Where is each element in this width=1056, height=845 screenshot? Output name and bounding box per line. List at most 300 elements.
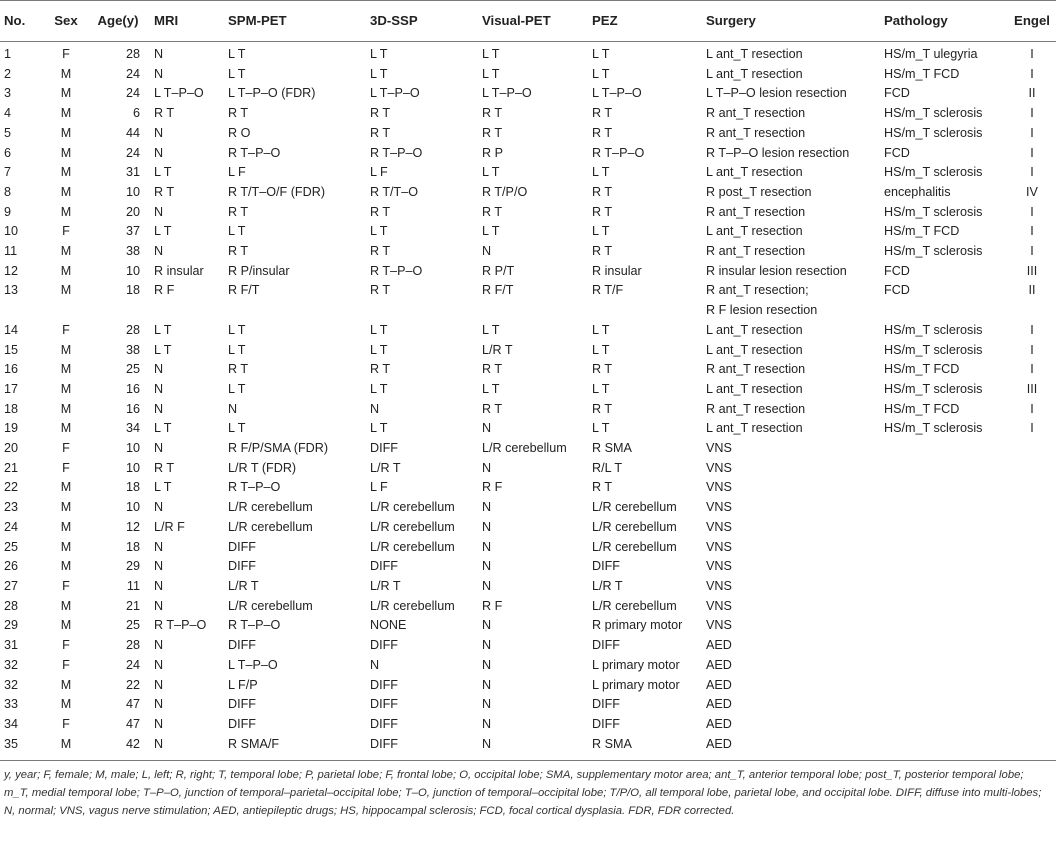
cell-sex: M: [60, 263, 72, 278]
cell-spm-pet: L/R cerebellum: [228, 598, 313, 613]
header-row: [0, 1, 1056, 42]
cell-mri: N: [154, 204, 164, 219]
cell-mri: L T: [154, 322, 172, 337]
cell-sex: M: [60, 362, 72, 377]
cell-no: 17: [4, 381, 19, 396]
cell-pez: R T: [592, 362, 613, 377]
cell-spm-pet: N: [228, 401, 238, 416]
cell-pathology: encephalitis: [884, 184, 951, 199]
cell-engel: II: [1028, 283, 1036, 298]
cell-pez: L T: [592, 224, 610, 239]
cell-pez: L T–P–O: [592, 86, 642, 101]
cell-sex: M: [60, 480, 72, 495]
cell-visual-pet: N: [482, 697, 492, 712]
cell-no: 9: [4, 204, 12, 219]
cell-sex: M: [60, 677, 72, 692]
cell-mri: N: [154, 125, 164, 140]
cell-no: 18: [4, 401, 19, 416]
cell-pez: L T: [592, 342, 610, 357]
col-header-age: Age(y): [97, 13, 139, 29]
cell-sex: F: [62, 47, 70, 61]
cell-spm-pet: L T: [228, 421, 246, 436]
cell-age: [88, 301, 154, 321]
cell-3d-ssp: L/R T: [370, 578, 401, 593]
cell-mri: L T: [154, 421, 172, 436]
cell-3d-ssp: L F: [370, 165, 388, 180]
table-row: [0, 163, 1056, 183]
cell-pathology: [884, 439, 1008, 459]
cell-engel: [1008, 557, 1056, 577]
cell-age: 21: [125, 598, 140, 613]
cell-surgery: R insular lesion resection: [706, 263, 847, 278]
cell-visual-pet: [482, 301, 592, 321]
cell-pez: L/R cerebellum: [592, 598, 677, 613]
cell-spm-pet: L T: [228, 47, 246, 61]
cell-surgery: L ant_T resection: [706, 421, 803, 436]
cell-mri: N: [154, 381, 164, 396]
cell-3d-ssp: R T: [370, 283, 391, 298]
cell-3d-ssp: N: [370, 401, 380, 416]
cell-sex: M: [60, 598, 72, 613]
cell-surgery: L ant_T resection: [706, 342, 803, 357]
cell-surgery: R ant_T resection: [706, 362, 806, 377]
col-header-surgery: Surgery: [706, 13, 756, 29]
cell-visual-pet: R F/T: [482, 283, 514, 298]
table-row: [0, 538, 1056, 558]
cell-sex: M: [60, 539, 72, 554]
cell-3d-ssp: L T: [370, 224, 388, 239]
cell-pez: R SMA: [592, 736, 632, 751]
cell-surgery: VNS: [706, 500, 732, 515]
cell-3d-ssp: L T: [370, 47, 388, 61]
cell-surgery: R ant_T resection: [706, 244, 806, 259]
cell-mri: N: [154, 441, 164, 456]
cell-3d-ssp: R T: [370, 106, 391, 121]
cell-age: 24: [125, 145, 140, 160]
cell-surgery: R T–P–O lesion resection: [706, 145, 850, 160]
cell-sex: M: [60, 66, 72, 81]
cell-mri: N: [154, 559, 164, 574]
cell-sex: M: [60, 145, 72, 160]
cell-no: 32: [4, 677, 19, 692]
cell-pez: L/R cerebellum: [592, 500, 677, 515]
cell-sex: F: [62, 716, 70, 731]
cell-sex: M: [60, 381, 72, 396]
cell-age: 24: [125, 657, 140, 672]
cell-3d-ssp: DIFF: [370, 677, 398, 692]
cell-mri: N: [154, 145, 164, 160]
cell-visual-pet: L T: [482, 47, 500, 61]
cell-mri: N: [154, 677, 164, 692]
cell-surgery: AED: [706, 697, 732, 712]
cell-age: 18: [125, 539, 140, 554]
cell-age: 37: [125, 224, 140, 239]
cell-visual-pet: R T: [482, 204, 503, 219]
table-row: [0, 222, 1056, 242]
cell-age: 22: [125, 677, 140, 692]
cell-no: 10: [4, 224, 19, 239]
cell-mri: N: [154, 500, 164, 515]
cell-sex: M: [60, 244, 72, 259]
cell-pathology: [884, 695, 1008, 715]
cell-mri: R T: [154, 106, 175, 121]
cell-surgery: VNS: [706, 578, 732, 593]
cell-pathology: [884, 498, 1008, 518]
cell-pez: R T: [592, 401, 613, 416]
table-body: [0, 42, 1056, 755]
cell-pathology: [884, 616, 1008, 636]
cell-spm-pet: R T: [228, 106, 249, 121]
table-row: [0, 498, 1056, 518]
cell-sex: M: [60, 283, 72, 298]
cell-no: 12: [4, 263, 19, 278]
cell-age: 28: [125, 47, 140, 61]
cell-engel: I: [1030, 47, 1034, 61]
cell-pez: DIFF: [592, 697, 620, 712]
cell-pathology: [884, 577, 1008, 597]
table-row: [0, 557, 1056, 577]
cell-surgery: VNS: [706, 519, 732, 534]
cell-mri: R T–P–O: [154, 618, 207, 633]
col-header-no: No.: [4, 13, 26, 29]
cell-mri: N: [154, 736, 164, 751]
cell-age: 16: [125, 381, 140, 396]
cell-age: 29: [125, 559, 140, 574]
cell-mri: R insular: [154, 263, 204, 278]
cell-3d-ssp: L T: [370, 381, 388, 396]
cell-engel: [1008, 676, 1056, 696]
cell-surgery: VNS: [706, 539, 732, 554]
cell-age: 18: [125, 480, 140, 495]
cell-no: 29: [4, 618, 19, 633]
cell-pathology: HS/m_T sclerosis: [884, 125, 983, 140]
cell-pez: R/L T: [592, 460, 623, 475]
cell-sex: [44, 301, 88, 321]
cell-spm-pet: L F: [228, 165, 246, 180]
cell-no: 24: [4, 519, 19, 534]
cell-pez: L primary motor: [592, 657, 680, 672]
cell-pathology: FCD: [884, 283, 910, 298]
cell-sex: M: [60, 697, 72, 712]
cell-pez: L T: [592, 421, 610, 436]
cell-pathology: [884, 735, 1008, 755]
cell-pez: R T: [592, 204, 613, 219]
cell-no: 1: [4, 47, 12, 61]
cell-mri: R F: [154, 283, 175, 298]
cell-visual-pet: L/R cerebellum: [482, 441, 567, 456]
cell-visual-pet: N: [482, 736, 492, 751]
cell-3d-ssp: [370, 301, 482, 321]
cell-spm-pet: R F/P/SMA (FDR): [228, 441, 329, 456]
cell-engel: [1008, 498, 1056, 518]
cell-pathology: [884, 538, 1008, 558]
table-row: [0, 42, 1056, 65]
cell-3d-ssp: DIFF: [370, 716, 398, 731]
cell-3d-ssp: R T: [370, 244, 391, 259]
cell-surgery: R ant_T resection: [706, 401, 806, 416]
cell-sex: M: [60, 184, 72, 199]
table-row: [0, 439, 1056, 459]
cell-no: 23: [4, 500, 19, 515]
cell-surgery: R post_T resection: [706, 184, 812, 199]
cell-mri: N: [154, 401, 164, 416]
cell-pez: R T: [592, 184, 613, 199]
cell-spm-pet: L T–P–O (FDR): [228, 86, 316, 101]
cell-visual-pet: N: [482, 618, 492, 633]
cell-sex: M: [60, 204, 72, 219]
cell-engel: [1008, 459, 1056, 479]
col-header-pez: PEZ: [592, 13, 618, 29]
cell-3d-ssp: L/R cerebellum: [370, 500, 455, 515]
cell-visual-pet: N: [482, 578, 492, 593]
cell-no: 6: [4, 145, 12, 160]
table-row: [0, 104, 1056, 124]
col-header-visual-pet: Visual-PET: [482, 13, 551, 29]
cell-3d-ssp: L/R cerebellum: [370, 598, 455, 613]
cell-spm-pet: DIFF: [228, 559, 256, 574]
cell-spm-pet: L T: [228, 342, 246, 357]
cell-visual-pet: R P: [482, 145, 503, 160]
table-row: [0, 301, 1056, 321]
cell-visual-pet: L/R T: [482, 342, 513, 357]
cell-engel: I: [1030, 362, 1034, 377]
cell-visual-pet: N: [482, 421, 492, 436]
table-row: [0, 478, 1056, 498]
col-header-3d-ssp: 3D-SSP: [370, 13, 418, 29]
cell-3d-ssp: NONE: [370, 618, 407, 633]
cell-sex: M: [60, 736, 72, 751]
cell-visual-pet: L T–P–O: [482, 86, 532, 101]
cell-visual-pet: R F: [482, 480, 503, 495]
cell-age: 44: [125, 125, 140, 140]
table-row: [0, 360, 1056, 380]
cell-no: 15: [4, 342, 19, 357]
cell-3d-ssp: R T/T–O: [370, 184, 419, 199]
cell-sex: M: [60, 401, 72, 416]
cell-3d-ssp: L/R cerebellum: [370, 519, 455, 534]
cell-visual-pet: L T: [482, 322, 500, 337]
table-row: [0, 419, 1056, 439]
cell-spm-pet: R SMA/F: [228, 736, 280, 751]
cell-mri: N: [154, 716, 164, 731]
cell-age: 20: [125, 204, 140, 219]
cell-mri: N: [154, 539, 164, 554]
table-row: [0, 616, 1056, 636]
cell-surgery: L ant_T resection: [706, 224, 803, 239]
cell-age: 28: [125, 638, 140, 653]
cell-pathology: HS/m_T sclerosis: [884, 106, 983, 121]
cell-pathology: [884, 478, 1008, 498]
cell-engel: [1008, 439, 1056, 459]
cell-no: 26: [4, 559, 19, 574]
col-header-engel: Engel: [1014, 13, 1050, 29]
col-header-spm-pet: SPM-PET: [228, 13, 287, 29]
table-row: [0, 341, 1056, 361]
cell-3d-ssp: R T: [370, 362, 391, 377]
cell-spm-pet: L/R T: [228, 578, 259, 593]
cell-sex: M: [60, 125, 72, 140]
cell-engel: I: [1030, 165, 1034, 180]
cell-visual-pet: R T: [482, 401, 503, 416]
cell-spm-pet: R F/T: [228, 283, 260, 298]
table-row: [0, 242, 1056, 262]
table-row: [0, 124, 1056, 144]
cell-engel: [1008, 616, 1056, 636]
cell-no: 21: [4, 460, 19, 475]
cell-mri: L T: [154, 342, 172, 357]
cell-engel: [1008, 478, 1056, 498]
cell-pathology: FCD: [884, 145, 910, 160]
cell-spm-pet: L/R cerebellum: [228, 519, 313, 534]
cell-pathology: FCD: [884, 263, 910, 278]
cell-mri: L T: [154, 165, 172, 180]
cell-mri: N: [154, 657, 164, 672]
cell-pez: L T: [592, 66, 610, 81]
cell-pez: L/R T: [592, 578, 623, 593]
cell-no: 28: [4, 598, 19, 613]
cell-surgery: AED: [706, 638, 732, 653]
col-header-sex: Sex: [54, 13, 78, 29]
table-row: [0, 636, 1056, 656]
cell-spm-pet: R T–P–O: [228, 618, 281, 633]
cell-surgery: VNS: [706, 618, 732, 633]
cell-engel: I: [1030, 342, 1034, 357]
cell-pez: L/R cerebellum: [592, 519, 677, 534]
cell-pathology: [884, 715, 1008, 735]
cell-sex: M: [60, 559, 72, 574]
cell-engel: [1008, 597, 1056, 617]
cell-surgery: VNS: [706, 559, 732, 574]
table-row: [0, 84, 1056, 104]
cell-age: 47: [125, 716, 140, 731]
cell-visual-pet: N: [482, 677, 492, 692]
cell-age: 42: [125, 736, 140, 751]
cell-spm-pet: L T: [228, 224, 246, 239]
cell-visual-pet: N: [482, 559, 492, 574]
cell-pez: L T: [592, 322, 610, 337]
cell-spm-pet: R T: [228, 204, 249, 219]
cell-spm-pet: L F/P: [228, 677, 258, 692]
cell-spm-pet: R T–P–O: [228, 145, 281, 160]
cell-no: 5: [4, 125, 12, 140]
cell-mri: N: [154, 244, 164, 259]
table-row: [0, 459, 1056, 479]
cell-visual-pet: R P/T: [482, 263, 515, 278]
cell-sex: F: [62, 638, 70, 653]
cell-pathology: [884, 656, 1008, 676]
cell-3d-ssp: DIFF: [370, 736, 398, 751]
cell-age: 25: [125, 618, 140, 633]
cell-no: 8: [4, 184, 12, 199]
cell-no: 11: [4, 244, 18, 259]
cell-no: 25: [4, 539, 19, 554]
cell-surgery: VNS: [706, 441, 732, 456]
cell-surgery: L ant_T resection: [706, 322, 803, 337]
cell-age: 10: [125, 500, 140, 515]
cell-sex: M: [60, 342, 72, 357]
cell-pez: R T/F: [592, 283, 624, 298]
cell-mri: N: [154, 578, 164, 593]
table-row: [0, 715, 1056, 735]
cell-engel: I: [1030, 66, 1034, 81]
cell-pathology: HS/m_T sclerosis: [884, 204, 983, 219]
table-row: [0, 281, 1056, 301]
cell-pathology: [884, 301, 1008, 321]
cell-age: 10: [125, 441, 140, 456]
cell-3d-ssp: L T: [370, 66, 388, 81]
cell-sex: M: [60, 618, 72, 633]
cell-engel: I: [1030, 224, 1034, 239]
cell-engel: III: [1026, 263, 1038, 278]
cell-sex: M: [60, 165, 72, 180]
cell-surgery: AED: [706, 657, 732, 672]
cell-engel: I: [1030, 125, 1034, 140]
cell-age: 10: [125, 263, 140, 278]
cell-mri: N: [154, 362, 164, 377]
cell-engel: I: [1030, 244, 1034, 259]
table-row: [0, 65, 1056, 85]
cell-spm-pet: L/R cerebellum: [228, 500, 313, 515]
cell-surgery: L ant_T resection: [706, 381, 803, 396]
cell-pez: L T: [592, 165, 610, 180]
cell-pathology: [884, 557, 1008, 577]
cell-surgery: VNS: [706, 480, 732, 495]
cell-engel: I: [1030, 204, 1034, 219]
cell-age: 38: [125, 342, 140, 357]
cell-visual-pet: R F: [482, 598, 503, 613]
cell-engel: [1008, 518, 1056, 538]
cell-pathology: [884, 518, 1008, 538]
cell-3d-ssp: N: [370, 657, 380, 672]
cell-no: 7: [4, 165, 12, 180]
cell-3d-ssp: L/R cerebellum: [370, 539, 455, 554]
cell-spm-pet: R P/insular: [228, 263, 290, 278]
cell-pez: L primary motor: [592, 677, 680, 692]
cell-mri: R T: [154, 184, 175, 199]
table-row: [0, 400, 1056, 420]
cell-mri: R T: [154, 460, 175, 475]
cell-visual-pet: N: [482, 244, 492, 259]
cell-no: 32: [4, 657, 19, 672]
table-row: [0, 656, 1056, 676]
cell-age: 38: [125, 244, 140, 259]
cell-engel: IV: [1026, 184, 1038, 199]
cell-mri: N: [154, 47, 164, 61]
cell-pez: R primary motor: [592, 618, 683, 633]
cell-pez: R T: [592, 480, 613, 495]
cell-age: 47: [125, 697, 140, 712]
cell-pez: DIFF: [592, 559, 620, 574]
cell-age: 31: [125, 165, 140, 180]
cell-surgery: VNS: [706, 460, 732, 475]
cell-mri: L T: [154, 480, 172, 495]
cell-visual-pet: N: [482, 657, 492, 672]
cell-pathology: FCD: [884, 86, 910, 101]
cell-pathology: HS/m_T FCD: [884, 362, 960, 377]
table-row: [0, 695, 1056, 715]
cell-pathology: HS/m_T FCD: [884, 401, 960, 416]
cell-pez: R T: [592, 125, 613, 140]
cell-pez: DIFF: [592, 716, 620, 731]
cell-3d-ssp: R T–P–O: [370, 263, 423, 278]
cell-spm-pet: DIFF: [228, 638, 256, 653]
cell-age: 18: [125, 283, 140, 298]
cell-no: 27: [4, 578, 19, 593]
cell-pathology: HS/m_T sclerosis: [884, 381, 983, 396]
cell-3d-ssp: L T: [370, 322, 388, 337]
cell-sex: F: [62, 657, 70, 672]
cell-sex: F: [62, 322, 70, 337]
